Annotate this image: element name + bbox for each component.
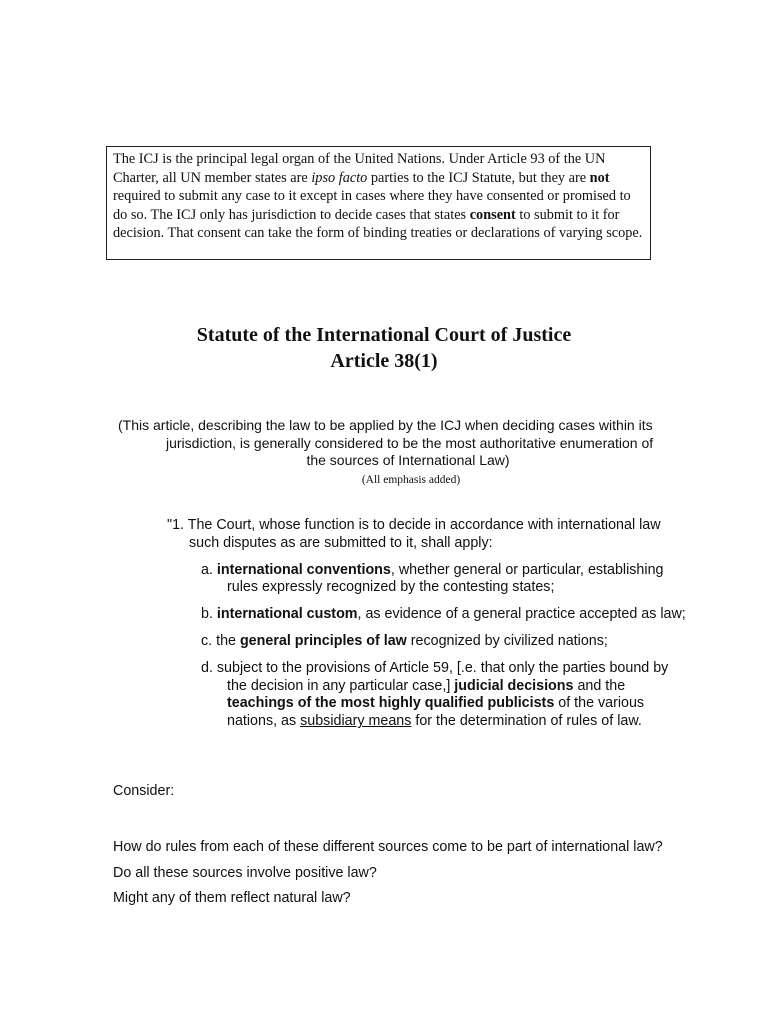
title-line-1: Statute of the International Court of Justice [196, 324, 572, 346]
intro-consent: consent [469, 206, 516, 223]
question-list [113, 835, 713, 912]
item-c: c. the general principles of law recognized by civilized nations; [201, 632, 608, 649]
subsidiary-means: subsidiary means [300, 713, 412, 730]
intro-text-1: The ICJ is the principal legal organ of the United Nations. Under Article 93 of the UN Charter, all UN member states are [113, 151, 606, 186]
title-line-2: Article 38(1) [330, 350, 438, 372]
article-lead: "1. The Court, whose function is to decide in accordance with international law such disputes as are submitted to it, shall apply: [167, 517, 661, 551]
article-description [118, 417, 670, 470]
question-2: Do all these sources involve positive law? [113, 864, 377, 881]
intro-text-4: to submit to it for decision. That consent can take the form of binding treaties or declarations of varying scope. [113, 206, 643, 242]
intro-ipso-facto: ipso facto [311, 169, 368, 186]
description-line-2: jurisdiction, is generally considered to be the most authoritative enumeration of [166, 434, 654, 451]
question-1: How do rules from each of these different sources come to be part of international law? [113, 839, 663, 855]
description-line-3: the sources of International Law) [306, 452, 510, 469]
intro-box [106, 146, 651, 260]
item-d: d. subject to the provisions of Article 59, [.e. that only the parties bound by the decision in any particular case,] judicial decisions and the teachings of the most highly qualified publicists of the various nations, as subsidiary means for the determination of rules of law. [201, 659, 669, 730]
question-3: Might any of them reflect natural law? [113, 890, 351, 906]
emphasis-note: (All emphasis added) [361, 474, 461, 486]
item-b: b. international custom, as evidence of a general practice accepted as law; [201, 606, 686, 623]
item-a: a. international conventions, whether general or particular, establishing rules expressly recognized by the contesting states; [201, 561, 664, 596]
intro-text-3: required to submit any case to it except in cases where they have consented or promised to do so. The ICJ only has jurisdiction to decide cases that states [113, 188, 631, 223]
intro-text-2: parties to the ICJ Statute, but they are [367, 169, 590, 186]
page-title [0, 322, 768, 374]
article-quote [167, 517, 687, 731]
consider-label: Consider: [113, 783, 175, 799]
intro-not: not [589, 169, 610, 186]
description-line-1: (This article, describing the law to be applied by the ICJ when deciding cases within its [118, 417, 653, 433]
